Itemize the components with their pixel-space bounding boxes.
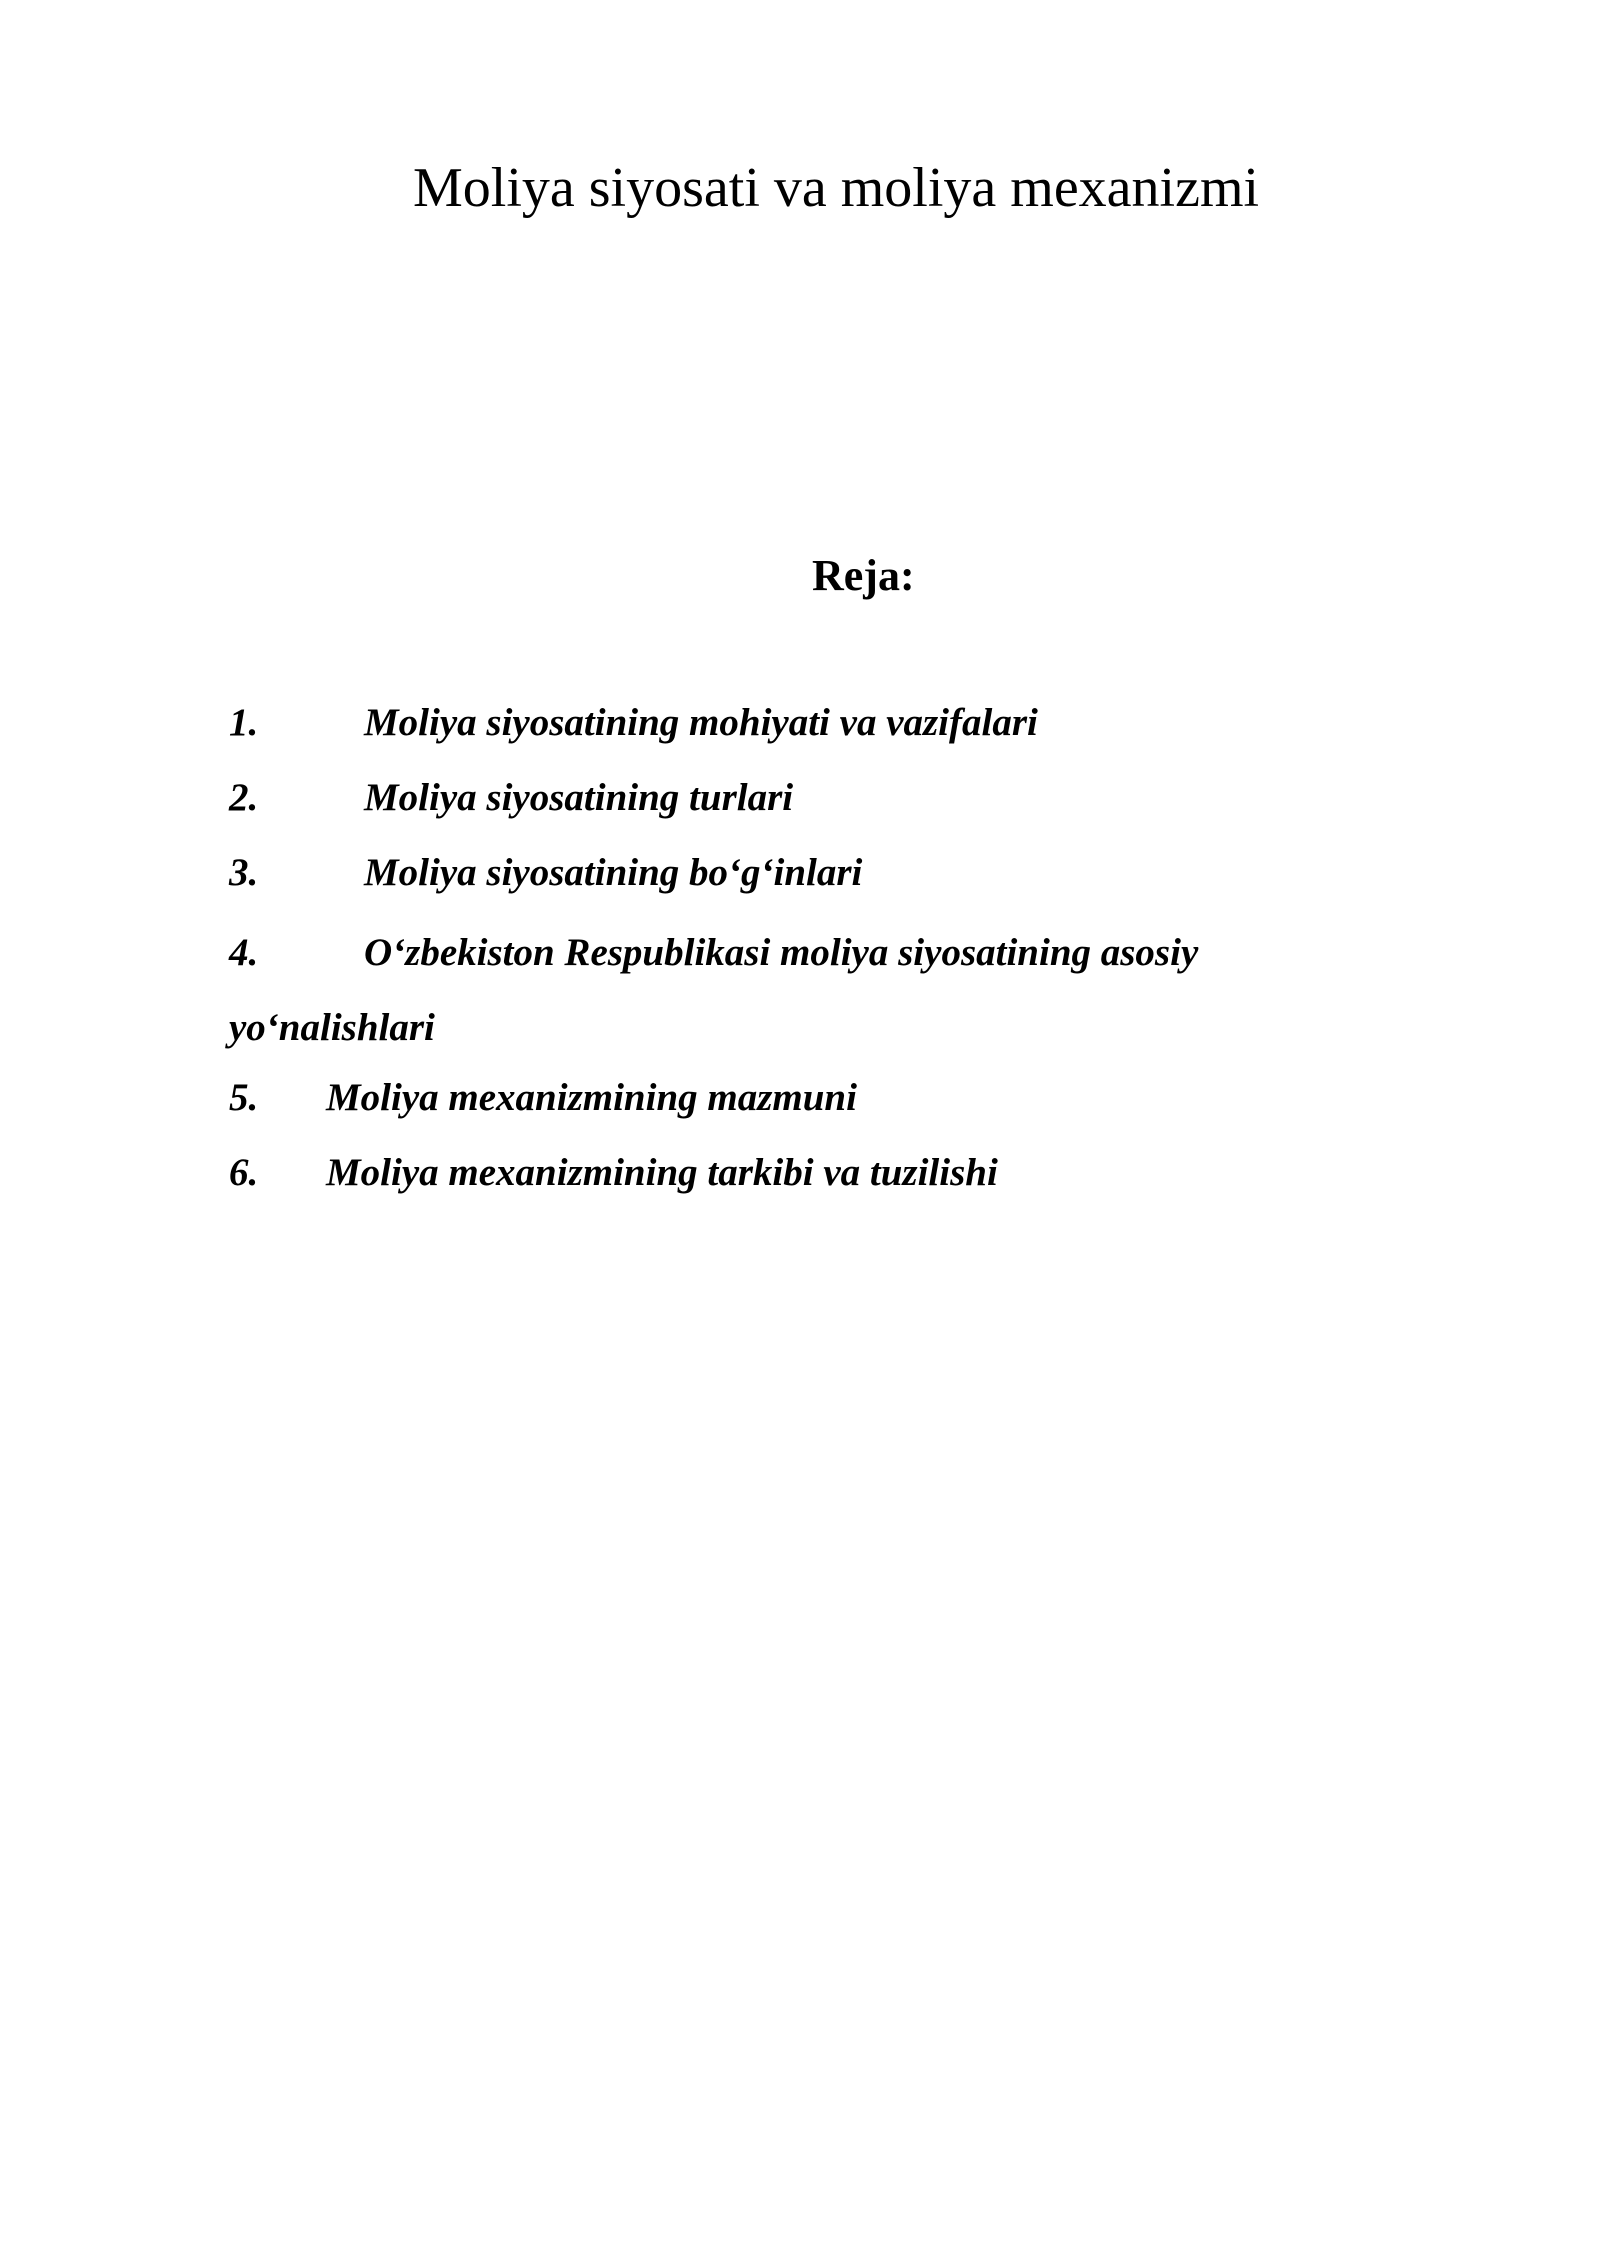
plan-item-text: O‘zbekiston Respublikasi moliya siyosatining asosiy yo‘nalishlari [229,931,1199,1049]
plan-list [229,690,1379,1215]
plan-item [229,915,1309,1065]
plan-heading: Reja: [812,551,915,600]
plan-item-number: 6. [229,1151,259,1194]
plan-item-number: 3. [229,851,259,894]
plan-item-number: 4. [229,931,259,974]
plan-item [229,765,1379,840]
plan-item-number: 5. [229,1076,259,1119]
plan-item-text: Moliya siyosatining turlari [364,776,794,819]
plan-item-text: Moliya mexanizmining tarkibi va tuzilishi [326,1151,998,1194]
plan-item-number: 2. [229,776,259,819]
plan-item-text: Moliya siyosatining mohiyati va vazifalari [364,701,1038,744]
plan-item [229,690,1379,765]
plan-item [229,1065,1379,1140]
plan-item-text: Moliya mexanizmining mazmuni [326,1076,857,1119]
plan-item [229,840,1379,915]
document-title: Moliya siyosati va moliya mexanizmi [413,157,1260,219]
plan-item-text: Moliya siyosatining bo‘g‘inlari [364,851,863,894]
plan-item [229,1140,1379,1215]
plan-item-number: 1. [229,701,259,744]
